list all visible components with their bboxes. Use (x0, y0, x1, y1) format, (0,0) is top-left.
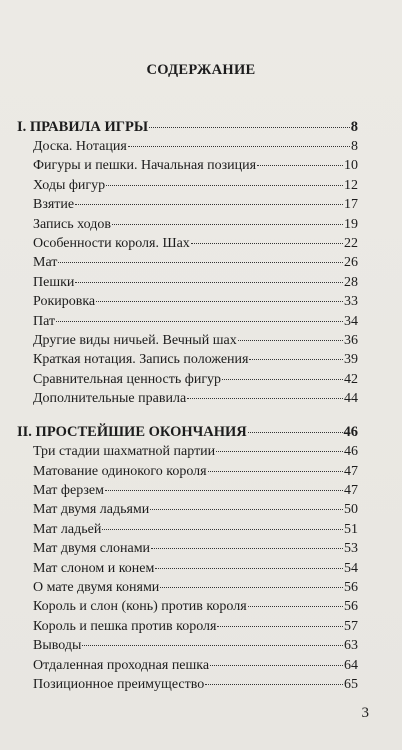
toc-entry-row (33, 676, 358, 694)
toc-dot-leader (106, 185, 343, 186)
toc-entry-title: Мат двумя ладьями (33, 502, 150, 518)
toc-entry-row (33, 482, 358, 500)
toc-entry-title: О мате двумя конями (33, 580, 160, 595)
toc-dot-leader (210, 665, 343, 666)
toc-entry-page: 50 (344, 502, 358, 518)
toc-entry-page: 46 (343, 424, 358, 441)
toc-entry-row (33, 313, 358, 331)
toc-dot-leader (75, 282, 343, 283)
toc-entry-page: 44 (344, 391, 358, 407)
toc-entry-row (33, 390, 358, 408)
toc-entry-row (33, 254, 358, 272)
toc-entry-row (33, 235, 358, 253)
toc-entry-title: II. ПРОСТЕЙШИЕ ОКОНЧАНИЯ (17, 424, 247, 441)
toc-entry-page: 56 (344, 599, 358, 615)
toc-entry-title: Матование одинокого короля (33, 463, 207, 479)
toc-dot-leader (96, 301, 343, 302)
toc-dot-leader (222, 379, 343, 380)
toc-entry-row (33, 371, 358, 389)
toc-entry-page: 57 (344, 618, 358, 634)
toc-dot-leader (149, 127, 350, 128)
toc-entry-page: 42 (344, 371, 358, 387)
toc-dot-leader (249, 359, 343, 360)
page-title: СОДЕРЖАНИЕ (146, 62, 256, 78)
toc-entry-title: Три стадии шахматной партии (33, 444, 216, 460)
toc-entry-title: Фигуры и пешки. Начальная позиция (33, 158, 257, 174)
toc-dot-leader (205, 684, 343, 685)
toc-dot-leader (238, 340, 343, 341)
toc-entry-title: Король и слон (конь) против короля (33, 599, 247, 615)
toc-entry-title: Запись ходов (33, 216, 111, 232)
toc-entry-page: 51 (344, 521, 358, 537)
toc-dot-leader (208, 471, 343, 472)
toc-entry-title: Другие виды ничьей. Вечный шах (33, 333, 237, 348)
toc-entry-row (33, 560, 358, 578)
toc-entry-row (33, 618, 358, 636)
toc-dot-leader (82, 645, 343, 646)
toc-entry-title: Доска. Нотация (33, 139, 127, 154)
toc-entry-title: Краткая нотация. Запись положения (33, 352, 249, 368)
toc-dot-leader (150, 509, 343, 510)
toc-entry-row (33, 293, 358, 311)
toc-entry-page: 19 (344, 216, 358, 232)
toc-dot-leader (56, 321, 343, 322)
toc-entry-page: 64 (344, 657, 358, 673)
toc-entry-page: 65 (344, 677, 358, 692)
toc-entry-row (33, 579, 358, 597)
toc-entry-page: 54 (344, 560, 358, 576)
toc-entry-page: 47 (344, 483, 358, 498)
toc-dot-leader (216, 451, 343, 452)
toc-entry-title: Король и пешка против короля (33, 618, 217, 634)
toc-entry-title: I. ПРАВИЛА ИГРЫ (17, 119, 149, 135)
toc-entry-page: 10 (344, 158, 358, 174)
toc-entry-row (33, 216, 358, 234)
toc-dot-leader (75, 204, 343, 205)
toc-entry-title: Мат двумя слонами (33, 541, 151, 557)
toc-entry-title: Мат (33, 255, 58, 271)
toc-entry-title: Дополнительные правила (33, 391, 187, 407)
toc-entry-row (33, 157, 358, 175)
toc-entry-title: Выводы (33, 638, 82, 654)
toc-dot-leader (248, 432, 343, 433)
toc-entry-title: Взятие (33, 197, 75, 213)
toc-entry-page: 47 (344, 463, 358, 479)
toc-entry-page: 26 (344, 255, 358, 271)
toc-dot-leader (151, 548, 343, 549)
toc-entry-row (33, 463, 358, 481)
toc-entry-page: 36 (344, 333, 358, 348)
toc-entry-row (33, 540, 358, 558)
toc-entry-row (33, 637, 358, 655)
toc-entry-row (33, 521, 358, 539)
toc-dot-leader (58, 262, 343, 263)
toc-dot-leader (248, 606, 343, 607)
toc-entry-page: 53 (344, 541, 358, 557)
toc-entry-page: 12 (344, 177, 358, 193)
toc-dot-leader (187, 398, 343, 399)
toc-entry-page: 33 (344, 294, 358, 310)
toc-entry-page: 17 (344, 197, 358, 213)
toc-entry-row (33, 196, 358, 214)
toc-entry-row (33, 501, 358, 519)
toc-entry-title: Пешки (33, 274, 75, 290)
toc-entry-title: Отдаленная проходная пешка (33, 657, 210, 673)
toc-entry-title: Позиционное преимущество (33, 677, 205, 692)
toc-entry-row (33, 657, 358, 675)
toc-entry-title: Мат слоном и конем (33, 560, 155, 576)
toc-dot-leader (191, 243, 343, 244)
toc-entry-row (33, 351, 358, 369)
toc-entry-page: 63 (344, 638, 358, 654)
toc-entry-row (33, 443, 358, 461)
toc-dot-leader (128, 146, 350, 147)
toc-entry-page: 46 (344, 444, 358, 460)
toc-dot-leader (160, 587, 343, 588)
toc-dot-leader (217, 626, 343, 627)
toc-entry-page: 22 (344, 236, 358, 251)
toc-entry-row (33, 177, 358, 195)
toc-entry-page: 34 (344, 313, 358, 329)
toc-entry-row (33, 598, 358, 616)
toc-dot-leader (102, 529, 343, 530)
toc-entry-page: 28 (344, 274, 358, 290)
toc-entry-title: Сравнительная ценность фигур (33, 371, 222, 387)
toc-entry-row (33, 332, 358, 350)
toc-section-row (17, 423, 358, 441)
toc-entry-title: Пат (33, 313, 56, 329)
toc-dot-leader (155, 568, 343, 569)
toc-entry-row (33, 138, 358, 156)
page-number: 3 (361, 705, 369, 721)
toc-dot-leader (257, 165, 343, 166)
toc-entry-title: Рокировка (33, 294, 96, 310)
toc-section-row (17, 118, 358, 136)
toc-entry-page: 56 (344, 580, 358, 595)
toc-entry-title: Ходы фигур (33, 177, 106, 193)
toc-entry-page: 8 (351, 139, 358, 154)
toc-entry-row (33, 274, 358, 292)
toc-entry-title: Мат ферзем (33, 483, 104, 498)
toc-dot-leader (112, 224, 343, 225)
toc-entry-title: Мат ладьей (33, 521, 102, 537)
toc-entry-title: Особенности короля. Шах (33, 236, 190, 251)
toc-dot-leader (105, 490, 343, 491)
toc-entry-page: 8 (350, 119, 358, 135)
toc-entry-page: 39 (344, 352, 358, 368)
